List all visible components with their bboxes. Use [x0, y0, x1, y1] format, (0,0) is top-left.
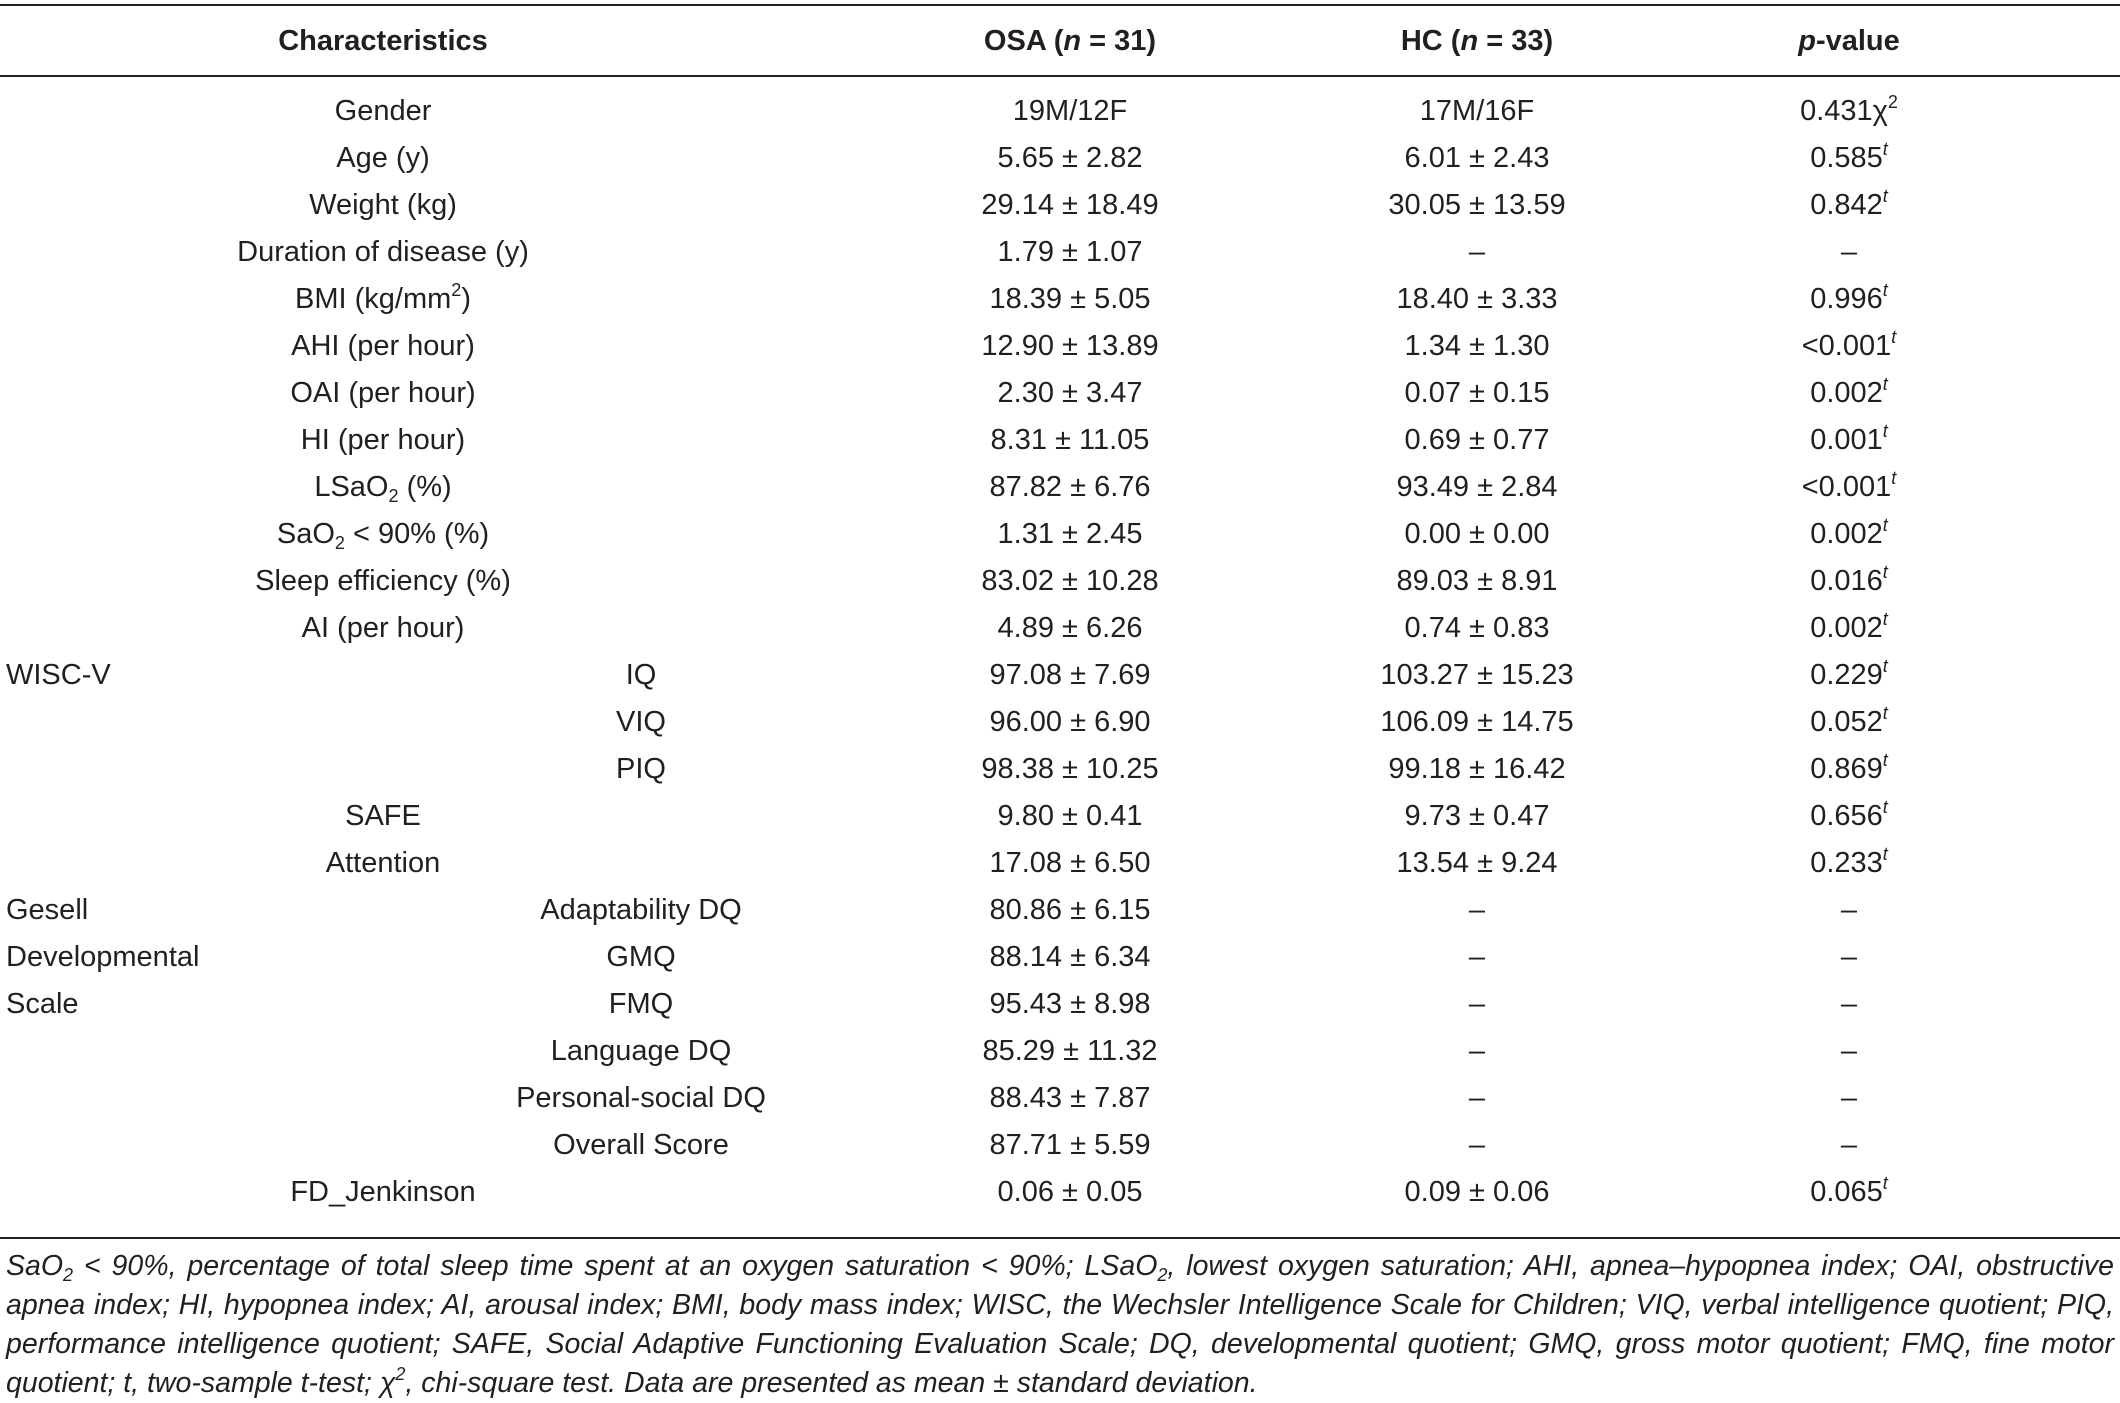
row-label: Age (y) — [336, 142, 430, 174]
hc-value: – — [1468, 941, 1486, 973]
p-value: 0.002$^t$ — [1810, 609, 1888, 644]
p-value: 0.996$^t$ — [1810, 280, 1888, 315]
group-label: Gesell — [6, 894, 89, 926]
table-row-hi — [0, 417, 2120, 464]
row-label: OAI (per hour) — [290, 377, 476, 409]
osa-value: 18.39 ± 5.05 — [989, 283, 1151, 315]
table-row-gmq — [0, 934, 2120, 981]
hc-value: 89.03 ± 8.91 — [1396, 565, 1558, 597]
p-value: 0.229$^t$ — [1810, 656, 1888, 691]
row-label: PIQ — [616, 753, 666, 785]
osa-value: 96.00 ± 6.90 — [989, 706, 1151, 738]
p-value: 0.065$^t$ — [1810, 1173, 1888, 1208]
header-rule — [0, 75, 2120, 77]
table-row-language — [0, 1028, 2120, 1075]
osa-value: 12.90 ± 13.89 — [981, 330, 1159, 362]
p-value: – — [1840, 941, 1858, 973]
row-label: GMQ — [606, 941, 676, 973]
p-value: $<0.001^t$ — [1801, 468, 1897, 503]
row-label: LSaO$_2$ (%) — [314, 471, 452, 506]
hc-value: 99.18 ± 16.42 — [1388, 753, 1566, 785]
hc-value: – — [1468, 1129, 1486, 1161]
table-row-weight — [0, 182, 2120, 229]
p-value: – — [1840, 236, 1858, 268]
p-value: 0.002$^t$ — [1810, 515, 1888, 550]
osa-value: 88.14 ± 6.34 — [989, 941, 1151, 973]
hc-value: 9.73 ± 0.47 — [1404, 800, 1550, 832]
p-value: – — [1840, 988, 1858, 1020]
row-label: AHI (per hour) — [291, 330, 475, 362]
group-label: Developmental — [6, 941, 200, 973]
group-label: WISC-V — [6, 659, 111, 691]
table-row-gender — [0, 88, 2120, 135]
table-row-overall — [0, 1122, 2120, 1169]
row-label: SaO$_2$ < 90% (%) — [276, 518, 490, 553]
row-label: AI (per hour) — [301, 612, 465, 644]
table-row-sao2 — [0, 511, 2120, 558]
osa-value: 17.08 ± 6.50 — [989, 847, 1151, 879]
hc-value: 93.49 ± 2.84 — [1396, 471, 1558, 503]
p-value: – — [1840, 1082, 1858, 1114]
row-label: Overall Score — [553, 1129, 729, 1161]
osa-value: 4.89 ± 6.26 — [997, 612, 1143, 644]
table-row-age — [0, 135, 2120, 182]
hc-value: 17M/16F — [1419, 95, 1535, 127]
hc-value: 0.07 ± 0.15 — [1404, 377, 1550, 409]
row-label: BMI $(kg/mm^2)$ — [295, 280, 471, 315]
table-row-sleep-efficiency — [0, 558, 2120, 605]
row-label: Language DQ — [550, 1035, 732, 1067]
p-value: 0.585$^t$ — [1810, 139, 1888, 174]
table-row-viq — [0, 699, 2120, 746]
osa-value: 88.43 ± 7.87 — [989, 1082, 1151, 1114]
osa-value: 87.71 ± 5.59 — [989, 1129, 1151, 1161]
table-row-adaptability — [0, 887, 2120, 934]
osa-value: 1.31 ± 2.45 — [997, 518, 1143, 550]
osa-value: 97.08 ± 7.69 — [989, 659, 1151, 691]
row-label: FMQ — [608, 988, 674, 1020]
hc-value: – — [1468, 988, 1486, 1020]
p-value: 0.656$^t$ — [1810, 797, 1888, 832]
row-label: HI (per hour) — [300, 424, 466, 456]
hc-value: 0.69 ± 0.77 — [1404, 424, 1550, 456]
hc-value: 6.01 ± 2.43 — [1404, 142, 1550, 174]
p-value: 0.869$^t$ — [1810, 750, 1888, 785]
osa-value: 98.38 ± 10.25 — [981, 753, 1159, 785]
osa-value: 29.14 ± 18.49 — [981, 189, 1159, 221]
table-row-fmq — [0, 981, 2120, 1028]
table-row-iq — [0, 652, 2120, 699]
header-characteristics: Characteristics — [278, 25, 488, 57]
hc-value: 13.54 ± 9.24 — [1396, 847, 1558, 879]
osa-value: 19M/12F — [1012, 95, 1128, 127]
row-label: Personal-social DQ — [516, 1082, 766, 1114]
row-label: Adaptability DQ — [540, 894, 742, 926]
table-row-lsao2 — [0, 464, 2120, 511]
row-label: IQ — [625, 659, 657, 691]
table-row-safe — [0, 793, 2120, 840]
table-footnote: SaO$_2$ < 90%, percentage of total sleep time spent at an oxygen saturation < 90%; LSaO$_2$, lowest oxygen saturation; AHI, apnea–hypopnea index; OAI, obstructive apnea index; HI, hypopnea index; AI, arousal index; BMI, body mass index; WISC, the Wechsler Intelligence Scale for Children; VIQ, verbal intelligence quotient; PIQ, performance intelligence quotient; SAFE, Social Adaptive Functioning Evaluation Scale; DQ, developmental quotient; GMQ, gross motor quotient; FMQ, fine motor quotient; t, two-sample t-test; $\chi^2$, chi-square test. Data are presented as mean ± standard deviation. — [6, 1250, 2114, 1399]
osa-value: 85.29 ± 11.32 — [982, 1035, 1158, 1067]
top-rule — [0, 4, 2120, 6]
hc-value: – — [1468, 894, 1486, 926]
p-value: 0.001$^t$ — [1810, 421, 1888, 456]
row-label: VIQ — [616, 706, 666, 738]
osa-value: 1.79 ± 1.07 — [997, 236, 1143, 268]
osa-value: 80.86 ± 6.15 — [989, 894, 1151, 926]
hc-value: 30.05 ± 13.59 — [1388, 189, 1566, 221]
p-value: 0.016$^t$ — [1810, 562, 1888, 597]
table-row-piq — [0, 746, 2120, 793]
p-value: 0.052$^t$ — [1810, 703, 1888, 738]
hc-value: 0.09 ± 0.06 — [1404, 1176, 1550, 1208]
p-value: $0.431\chi^2$ — [1800, 92, 1898, 127]
row-label: SAFE — [345, 800, 421, 832]
table-row-ahi — [0, 323, 2120, 370]
hc-value: – — [1468, 1082, 1486, 1114]
table-row-attention — [0, 840, 2120, 887]
p-value: 0.002$^t$ — [1810, 374, 1888, 409]
table-row-bmi — [0, 276, 2120, 323]
osa-value: 9.80 ± 0.41 — [997, 800, 1143, 832]
hc-value: 0.74 ± 0.83 — [1404, 612, 1550, 644]
hc-value: 1.34 ± 1.30 — [1404, 330, 1550, 362]
p-value: – — [1840, 1035, 1858, 1067]
p-value: $<0.001^t$ — [1801, 327, 1897, 362]
osa-value: 83.02 ± 10.28 — [981, 565, 1159, 597]
hc-value: 18.40 ± 3.33 — [1396, 283, 1558, 315]
bottom-rule — [0, 1237, 2120, 1239]
row-label: Sleep efficiency (%) — [255, 565, 511, 597]
row-label: FD_Jenkinson — [290, 1176, 476, 1208]
table-row-fd-jenkinson — [0, 1169, 2120, 1216]
osa-value: 2.30 ± 3.47 — [997, 377, 1143, 409]
row-label: Gender — [334, 95, 432, 127]
group-label: Scale — [6, 988, 79, 1020]
row-label: Attention — [325, 847, 441, 879]
osa-value: 8.31 ± 11.05 — [990, 424, 1150, 456]
table-row-duration — [0, 229, 2120, 276]
hc-value: 0.00 ± 0.00 — [1404, 518, 1550, 550]
hc-value: 103.27 ± 15.23 — [1380, 659, 1574, 691]
p-value: – — [1840, 1129, 1858, 1161]
osa-value: 87.82 ± 6.76 — [989, 471, 1151, 503]
header-pvalue: p-value — [1798, 25, 1900, 57]
hc-value: – — [1468, 1035, 1486, 1067]
row-label: Weight (kg) — [309, 189, 457, 221]
osa-value: 95.43 ± 8.98 — [989, 988, 1151, 1020]
header-hc: HC (n = 33) — [1400, 25, 1554, 57]
table-row-ai — [0, 605, 2120, 652]
osa-value: 0.06 ± 0.05 — [997, 1176, 1143, 1208]
table-row-oai — [0, 370, 2120, 417]
p-value: – — [1840, 894, 1858, 926]
header-osa: OSA (n = 31) — [983, 25, 1157, 57]
hc-value: 106.09 ± 14.75 — [1380, 706, 1574, 738]
p-value: 0.842$^t$ — [1810, 186, 1888, 221]
table-row-personal-social — [0, 1075, 2120, 1122]
hc-value: – — [1468, 236, 1486, 268]
row-label: Duration of disease (y) — [237, 236, 529, 268]
p-value: 0.233$^t$ — [1810, 844, 1888, 879]
osa-value: 5.65 ± 2.82 — [997, 142, 1143, 174]
